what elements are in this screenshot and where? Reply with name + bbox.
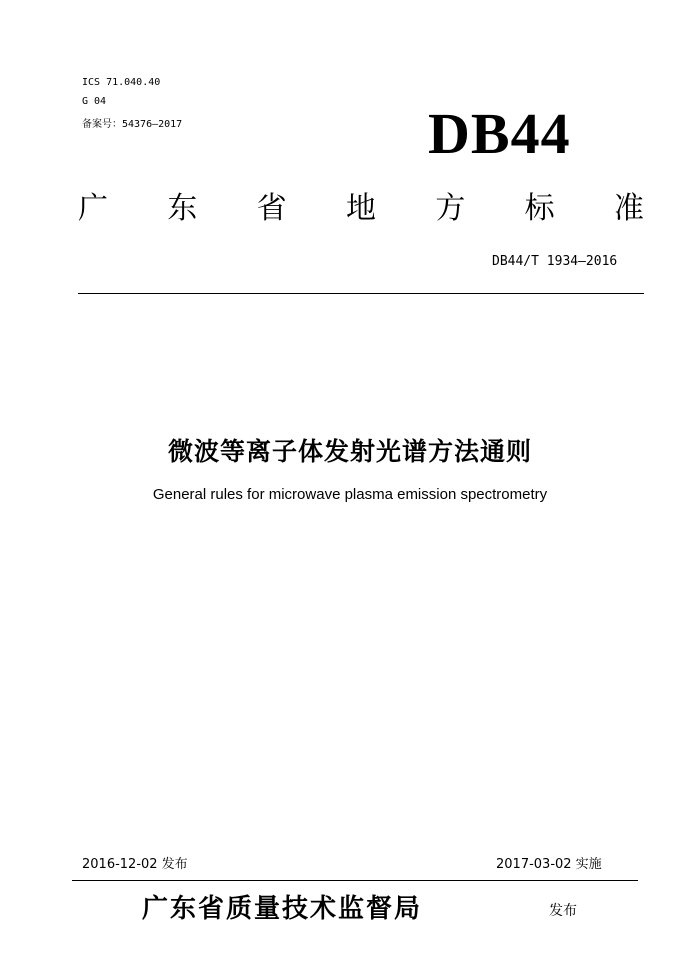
implementation-date: 2017-03-02 实施 — [496, 857, 602, 872]
title-char: 准 — [613, 191, 644, 226]
standard-type-title — [78, 183, 644, 227]
title-char: 省 — [256, 191, 287, 226]
title-char: 东 — [167, 191, 198, 226]
english-title: General rules for microwave plasma emission spectrometry — [152, 486, 548, 503]
title-char: 标 — [524, 191, 555, 226]
title-char: 方 — [435, 191, 466, 226]
issuer-suffix: 发布 — [549, 903, 577, 919]
classification-code: G 04 — [82, 96, 107, 107]
issue-date: 2016-12-02 发布 — [82, 857, 188, 872]
record-number: 备案号：54376—2017 — [82, 119, 183, 130]
bottom-divider — [72, 880, 638, 881]
top-divider — [78, 293, 644, 294]
issuing-authority: 广东省质量技术监督局 — [142, 894, 423, 924]
standard-code: DB44/T 1934—2016 — [492, 254, 618, 269]
chinese-title: 微波等离子体发射光谱方法通则 — [167, 437, 532, 466]
ics-code: ICS 71.040.40 — [82, 77, 161, 88]
title-char: 地 — [345, 191, 376, 226]
db44-logo: DB44 — [428, 101, 571, 166]
title-char: 广 — [78, 191, 108, 226]
